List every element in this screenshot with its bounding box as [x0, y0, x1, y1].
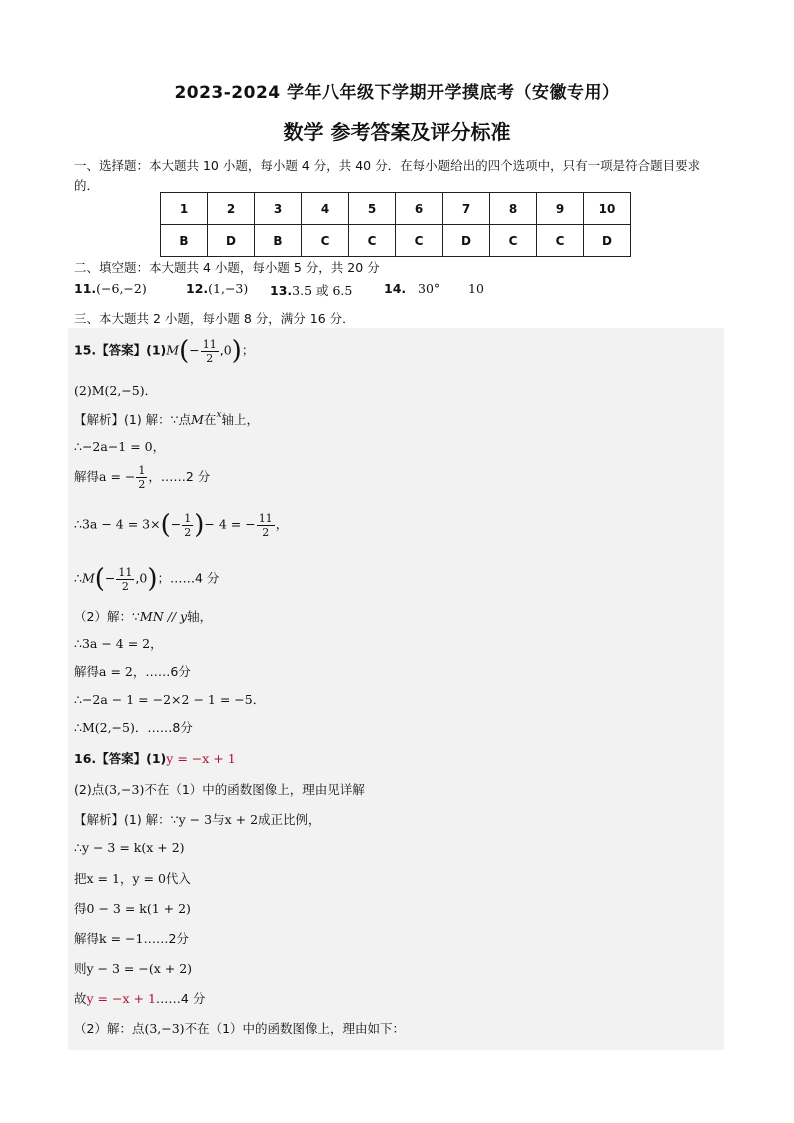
table-cell: D: [443, 225, 490, 257]
q15-answer-line: 15.【答案】(1)M(− $\frac{11}{2}$ ,0)；: [74, 336, 255, 366]
q16-answer-line: [74, 749, 236, 767]
var-m: M: [81, 570, 95, 586]
section-3-heading: 三、本大题共 2 小题，每小题 8 分，满分 16 分．: [74, 311, 355, 326]
text: 则: [74, 961, 87, 976]
text: 解得: [74, 931, 100, 946]
choice-answer-table: [160, 192, 631, 257]
frac-numerator: 1: [184, 511, 192, 525]
table-cell: C: [490, 225, 537, 257]
q15-step: [74, 662, 191, 680]
text: 与: [212, 812, 225, 827]
math: y = −x + 1: [86, 991, 156, 1006]
table-row-answers: [161, 225, 631, 257]
var-m: M: [191, 412, 204, 427]
q14-label: 14.: [384, 281, 407, 296]
math: a = 2: [99, 664, 133, 679]
exam-title: 2023-2024 学年八年级下学期开学摸底考（安徽专用）: [174, 83, 620, 103]
text: 把: [74, 871, 87, 886]
text: 轴上，: [221, 412, 260, 427]
text: 解得: [74, 664, 100, 679]
text: 成正比例，: [258, 812, 321, 827]
math: a = −: [99, 469, 136, 484]
q13-label: 13.: [270, 283, 293, 298]
q16-answer: y = −x + 1: [166, 751, 236, 766]
text: 解得: [74, 469, 100, 484]
table-cell: 7: [443, 193, 490, 225]
text: ，……6分: [132, 664, 191, 679]
frac-denominator: 2: [121, 579, 129, 593]
math: y − 3 = −(x + 2): [86, 961, 193, 976]
text: 在: [203, 412, 217, 427]
text: （2）解：点: [74, 1021, 145, 1036]
table-cell: 10: [584, 193, 631, 225]
math: ∴3a − 4 = 3×: [74, 516, 161, 532]
table-cell: C: [396, 225, 443, 257]
frac-denominator: 2: [206, 351, 214, 365]
q15-step: ∴M(− $\frac{11}{2}$ ,0)；……4 分: [74, 564, 220, 594]
q15-analysis-line: [74, 410, 259, 428]
exam-subtitle: 数学 参考答案及评分标准: [283, 120, 511, 144]
q14-answer-a: 30°: [418, 281, 441, 296]
q11-answer: (−6,−2): [96, 281, 147, 296]
table-cell: 4: [302, 193, 349, 225]
table-cell: 2: [208, 193, 255, 225]
q16-step: [74, 929, 189, 947]
table-cell: B: [255, 225, 302, 257]
q15-part2-line: [74, 607, 212, 625]
q16-part2-line: [74, 1019, 405, 1037]
math: (3,−3): [104, 782, 145, 797]
q15-step: ∴−2a − 1 = −2×2 − 1 = −5．: [74, 692, 266, 707]
text: ．……8分: [134, 720, 193, 735]
punct: ；: [241, 342, 255, 358]
math: k = −1: [99, 931, 144, 946]
q16-step: [74, 899, 191, 917]
q15-step: [74, 718, 193, 736]
q16-step: [74, 959, 192, 977]
frac-numerator: 11: [202, 337, 217, 351]
q15-answer-part2: (2)M(2,−5)．: [74, 383, 158, 398]
text: （2）解：∵: [74, 609, 140, 624]
section-2-heading: 二、填空题：本大题共 4 小题，每小题 5 分，共 20 分: [74, 260, 380, 275]
table-cell: D: [584, 225, 631, 257]
q16-step: ∴y − 3 = k(x + 2): [74, 840, 185, 855]
text: (2)点: [74, 782, 105, 797]
frac-numerator: 1: [138, 464, 146, 477]
table-cell: 6: [396, 193, 443, 225]
math: ∴M(2,−5): [74, 720, 135, 735]
frac-numerator: 11: [258, 511, 273, 525]
math: − 4 = −: [204, 516, 256, 532]
table-row-numbers: [161, 193, 631, 225]
q16-analysis-line: [74, 810, 321, 828]
text: 轴，: [187, 609, 213, 624]
frac-numerator: 11: [118, 565, 133, 579]
q14-answer-b: 10: [468, 281, 484, 296]
table-cell: D: [208, 225, 255, 257]
section-1-heading: 一、选择题：本大题共 10 小题，每小题 4 分，共 40 分．在每小题给出的四个选项中，只有一项是符合题目要求的．: [74, 158, 701, 193]
text: ；……4 分: [157, 570, 220, 586]
q15-label: 15.【答案】(1): [74, 342, 167, 358]
text: ……4 分: [155, 991, 206, 1006]
text: 代入: [165, 871, 191, 886]
text: ，……2 分: [148, 469, 211, 484]
text: 不在（1）中的函数图像上，理由见详解: [144, 782, 365, 797]
table-cell: C: [349, 225, 396, 257]
q12-answer: (1,−3): [208, 281, 249, 296]
text: 不在（1）中的函数图像上，理由如下：: [184, 1021, 406, 1036]
math: MN // y: [139, 609, 188, 624]
text: 得: [74, 901, 87, 916]
math: x = 1: [86, 871, 120, 886]
table-cell: 1: [161, 193, 208, 225]
q15-step: ∴3a − 4 = 2，: [74, 636, 163, 651]
math: y − 3: [178, 812, 213, 827]
q15-step: ∴3a − 4 = 3×(− $\frac{1}{2}$ )− 4 = − $\frac{11}{2}$ ，: [74, 510, 289, 540]
text: 故: [74, 991, 87, 1006]
frac-denominator: 2: [138, 478, 146, 491]
table-cell: B: [161, 225, 208, 257]
math: x + 2: [224, 812, 259, 827]
table-cell: C: [537, 225, 584, 257]
text: ，: [275, 516, 289, 532]
var-m: M: [166, 342, 180, 358]
math: 0 − 3 = k(1 + 2): [86, 901, 191, 916]
math: (3,−3): [144, 1021, 185, 1036]
text: 【解析】(1) 解：∵点: [74, 412, 192, 427]
text: ，: [119, 871, 133, 886]
var-x: x: [216, 410, 222, 420]
text: ……2分: [143, 931, 189, 946]
table-cell: C: [302, 225, 349, 257]
table-cell: 9: [537, 193, 584, 225]
zero-value: 0: [139, 570, 148, 586]
q15-step: [74, 464, 210, 491]
zero-value: 0: [223, 342, 232, 358]
text: 【解析】(1) 解：∵: [74, 812, 179, 827]
table-cell: 5: [349, 193, 396, 225]
table-cell: 3: [255, 193, 302, 225]
frac-denominator: 2: [262, 525, 270, 539]
q11-label: 11.: [74, 281, 97, 296]
frac-denominator: 2: [184, 525, 192, 539]
q15-step: ∴−2a−1 = 0，: [74, 439, 166, 454]
q16-answer-part2: [74, 780, 365, 798]
math: y = 0: [132, 871, 166, 886]
q16-step: [74, 989, 205, 1007]
table-cell: 8: [490, 193, 537, 225]
q13-answer: 3.5 或 6.5: [292, 283, 353, 298]
q16-label: 16.【答案】(1): [74, 751, 167, 766]
q12-label: 12.: [186, 281, 209, 296]
q16-step: [74, 869, 191, 887]
